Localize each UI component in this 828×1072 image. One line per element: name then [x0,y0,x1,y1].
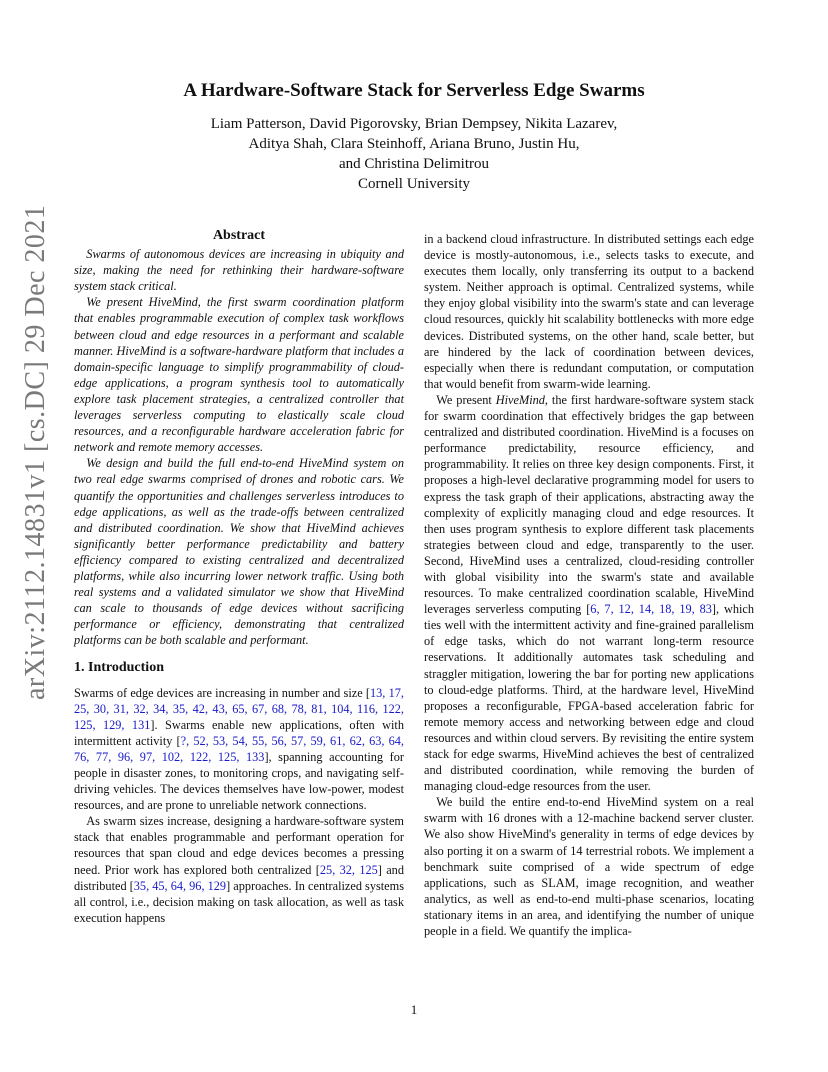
paragraph-text: ], which ties well with the intermittent activity and fine-grained parallelism of edge tasks, which do not warrant long-term resource reservations. It additionally automates task scheduling and straggler mitigation, lowering the bar for porting new applications to cloud-edge platforms. Third, at the hardware level, HiveMind proposes a reconfigurable, FPGA-based acceleration fabric for remote memory access and networking between edge and cloud resources and within cloud servers. By revisiting the entire system stack for edge swarms, HiveMind achieves the best of centralized and distributed coordination, while removing the burden of managing cloud-edge resources from the user. [424,602,755,794]
system-name: HiveMind [495,392,545,407]
affiliation: Cornell University [357,176,471,192]
abstract [74,228,404,648]
paragraph-text: Swarms of edge devices are increasing in number and size [ [74,685,370,700]
paragraph-text: ] and distributed [ [74,862,404,893]
paragraph-text: , the first hardware-software system stack for swarm coordination that effectively bridges the gap between centralized and distributed coordination. HiveMind is a focuses on performance predictability, resource efficiency, and programmability. It relies on three key design components. First, it proposes a high-level declarative programming model for users to express the task graph of their applications, abstracting away the complexity of explicitly managing cloud and edge resources. It then uses program synthesis to explore different task placements strategies between cloud and edge, transparently to the user. Second, HiveMind uses a centralized, cloud-residing controller with global visibility into the swarm's state and available resources. To make centralized coordination scalable, HiveMind leverages serverless computing [ [424,392,754,617]
left-column [74,228,404,926]
body-paragraph: in a backend cloud infrastructure. In distributed settings each edge device is mostly-autonomous, i.e., selects tasks to execute, and executes them locally, only transferring its output to a backend system. Neither approach is optimal. Centralized systems, while they enjoy global visibility into the swarm's state and can leverage cloud resources, quickly hit scalability bottlenecks with more edge devices. Distributed systems, on the other hand, scale better, but are hindered by the lack of coordination between devices, especially when there is redundant computation, or computation that would benefit from swarm-wide learning. [424,232,754,391]
paragraph-text: ] approaches. In centralized systems all control, i.e., decision making on task allocation, as well as task execution happens [74,878,404,925]
author-line: Liam Patterson, David Pigorovsky, Brian Dempsey, Nikita Lazarev, [210,116,618,132]
citation-link[interactable]: 25, 32, 125 [319,862,378,877]
abstract-paragraph: We design and build the full end-to-end HiveMind system on two real edge swarms comprised of drones and robotic cars. We quantify the opportunities and challenges serverless introduces to edge applications, as well as the trade-offs between centralized and distributed coordination. We show that HiveMind achieves significantly better performance predictability and battery efficiency compared to existing centralized and decentralized platforms, while also incurring lower network traffic. Using both real systems and a validated simulator we show that HiveMind can scale to thousands of edge devices without sacrificing performance or efficiency, demonstrating that centralized platforms can be both scalable and performant. [74,456,404,648]
right-column [424,231,754,939]
citation-link[interactable]: ?, 52, 53, 54, 55, 56, 57, 59, 61, 62, 63, 64, 76, 77, 96, 97, 102, 122, 125, 133 [74,733,405,764]
abstract-paragraph: We present HiveMind, the first swarm coordination platform that enables programmable execution of complex task workflows between cloud and edge resources in a performant and scalable manner. HiveMind is a software-hardware platform that includes a domain-specific language to simplify programmability of cloud-edge applications, a program synthesis tool to automatically explore task placement strategies, a centralized controller that leverages serverless computing to elastically scale cloud resources, and a reconfigurable hardware acceleration fabric for network and remote memory accesses. [74,295,404,455]
author-line: and Christina Delimitrou [339,156,489,172]
paper-header [0,80,828,194]
citation-link[interactable]: 13, 17, 25, 30, 31, 32, 34, 35, 42, 43, 65, 67, 68, 78, 81, 104, 116, 122, 125, 129, 131 [74,685,404,732]
section-heading: 1. Introduction [74,660,164,676]
paragraph-text: As swarm sizes increase, designing a hardware-software system stack that enables programmable and performant operation for resources that span cloud and edge devices becomes a pressing need. Prior work has explored both centralized [ [74,814,404,877]
paragraph-text: ], spanning accounting for people in disaster zones, to monitoring crops, and navigating self-driving vehicles. The devices themselves have low-power, modest resources, and are prone to unreliable network connections. [74,749,404,813]
paragraph-text: We present [436,392,496,407]
abstract-paragraph: Swarms of autonomous devices are increasing in ubiquity and size, making the need for rethinking their hardware-software system stack critical. [74,247,404,294]
paper-title: A Hardware-Software Stack for Serverless Edge Swarms [183,80,645,101]
page-number: 1 [410,1002,418,1017]
body-paragraph [424,392,754,794]
body-paragraph [74,685,404,814]
author-line: Aditya Shah, Clara Steinhoff, Ariana Bruno, Justin Hu, [248,136,580,152]
introduction-section [74,660,404,926]
body-paragraph: We build the entire end-to-end HiveMind system on a real swarm with 16 drones with a 12-machine backend server cluster. We also show HiveMind's generality in terms of edge devices by also porting it on a swarm of 14 terrestrial robots. We implement a benchmark suite comprised of a wide spectrum of edge applications, such as SLAM, image recognition, and weather analytics, as well as end-to-end multi-phase scenarios, locating stationary items in an area, and identifying the number of unique people in a field. We quantify the implica- [424,795,754,939]
paragraph-text: ]. Swarms enable new applications, often with intermittent activity [ [74,717,404,748]
arxiv-identifier-stamp: arXiv:2112.14831v1 [cs.DC] 29 Dec 2021 [20,204,51,700]
citation-link[interactable]: 35, 45, 64, 96, 129 [133,878,227,893]
body-paragraph [74,813,404,926]
author-list [0,114,828,174]
citation-link[interactable]: 6, 7, 12, 14, 18, 19, 83 [590,602,712,617]
abstract-heading: Abstract [212,228,266,243]
